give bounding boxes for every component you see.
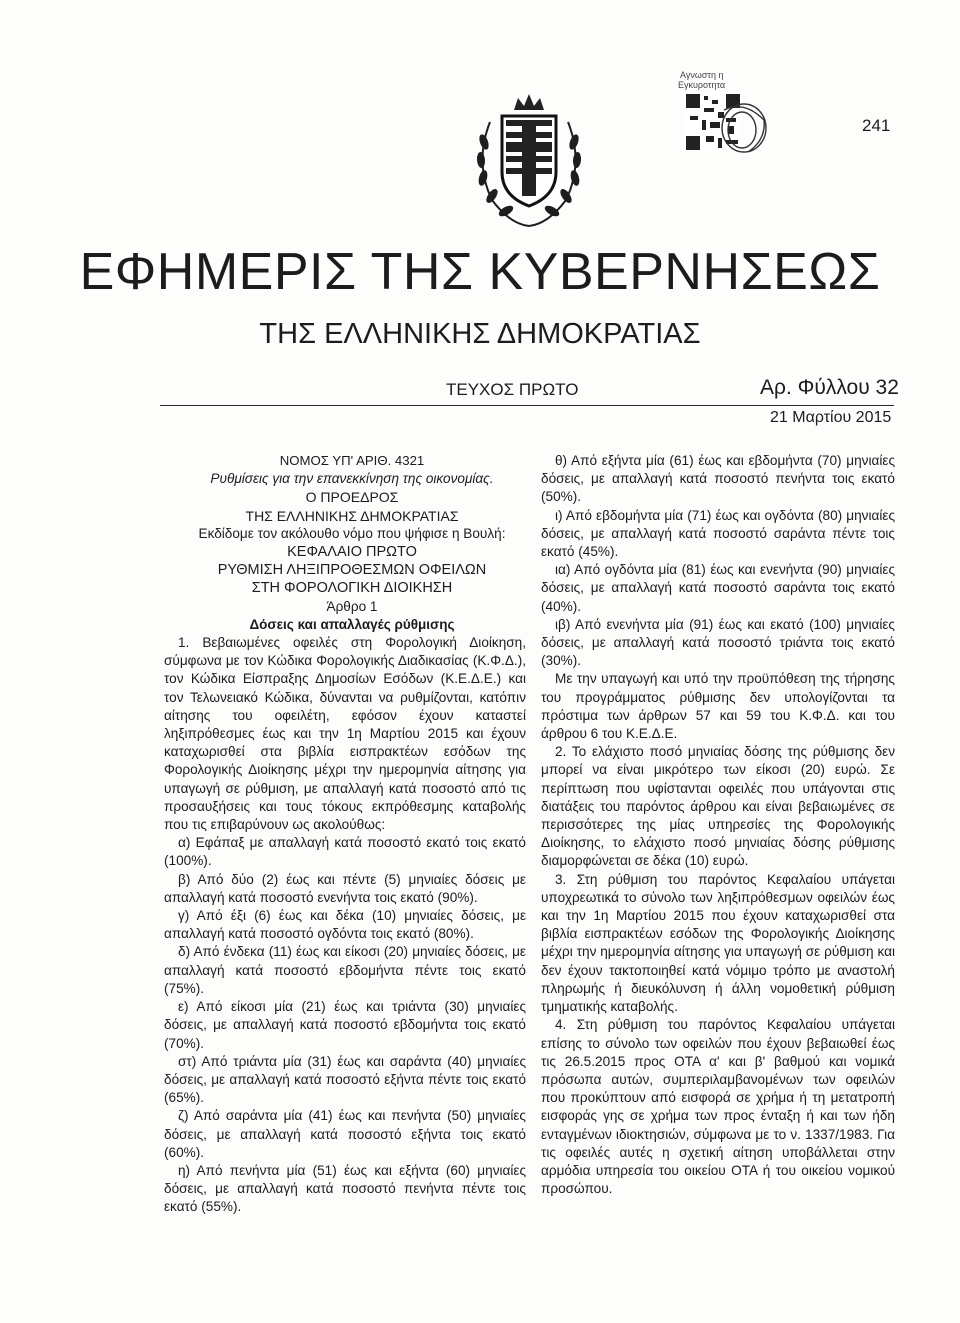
republic-heading: ΤΗΣ ΕΛΛΗΝΙΚΗΣ ΔΗΜΟΚΡΑΤΙΑΣ	[245, 507, 459, 524]
stamp-label: Αγνωστη η	[680, 70, 724, 80]
left-column	[164, 452, 526, 1217]
chapter-title-line: ΡΥΘΜΙΣΗ ΛΗΞΙΠΡΟΘΕΣΜΩΝ ΟΦΕΙΛΩΝ	[217, 562, 487, 579]
body-paragraph: 4. Στη ρύθμιση του παρόντος Κεφαλαίου υπάγεται επίσης το σύνολο των οφειλών που έχουν βεβαιωθεί έως τις 26.5.2015 προς ΟΤΑ α' και β' βαθμού και νομικά πρόσωπα αυτών, συμπεριλαμβανομένων των οφειλών που προκύπτουν από εισφορά σε χρήμα ή τη μετατροπή εισφοράς γης σε χρήμα των προς ένταξη ή και των ήδη ενταγμένων ιδιοκτησιών, σύμφωνα με το ν. 1337/1983. Για τις οφειλές αυτές η σχετική αίτηση υποβάλλεται στην αρμόδια υπηρεσία του οικείου ΟΤΑ ή του οικείου νομικού προσώπου.	[541, 1017, 895, 1197]
body-paragraph: Με την υπαγωγή και υπό την προϋπόθεση της τήρησης του προγράμματος ρύθμισης δεν υπολογίζονται τα πρόστιμα των άρθρων 57 και 59 του Κ.Φ.Δ. και του άρθρου 6 του Κ.Ε.Δ.Ε.	[541, 671, 895, 742]
body-paragraph: δ) Από ένδεκα (11) έως και είκοσι (20) μηνιαίες δόσεις, με απαλλαγή κατά ποσοστό εβδομήντα πέντε τοις εκατό (75%).	[164, 944, 526, 996]
body-paragraph: γ) Από έξι (6) έως και δέκα (10) μηνιαίες δόσεις, με απαλλαγή κατά ποσοστό ογδόντα τοις εκατό (80%).	[164, 908, 526, 942]
chapter-title-line: ΣΤΗ ΦΟΡΟΛΟΓΙΚΗ ΔΙΟΙΚΗΣΗ	[251, 580, 453, 597]
signature-scribble	[704, 90, 774, 160]
article-heading: Άρθρο 1	[326, 598, 378, 614]
header-divider	[160, 405, 894, 406]
body-paragraph: α) Εφάπαξ με απαλλαγή κατά ποσοστό εκατό τοις εκατό (100%).	[164, 835, 526, 869]
body-paragraph: η) Από πενήντα μία (51) έως και εξήντα (60) μηνιαίες δόσεις, με απαλλαγή κατά ποσοστό πενήντα πέντε τοις εκατό (55%).	[164, 1162, 526, 1215]
body-paragraph: ζ) Από σαράντα μία (41) έως και πενήντα (50) μηνιαίες δόσεις, με απαλλαγή κατά ποσοστό εξήντα τοις εκατό (60%).	[164, 1108, 526, 1160]
article-title: Δόσεις και απαλλαγές ρύθμισης	[249, 616, 455, 632]
sheet-number: Αρ. Φύλλου 32	[760, 376, 899, 399]
right-column	[541, 452, 895, 1198]
law-title: ΝΟΜΟΣ ΥΠ' ΑΡΙΘ. 4321	[279, 453, 425, 468]
body-paragraph: β) Από δύο (2) έως και πέντε (5) μηνιαίες δόσεις με απαλλαγή κατά ποσοστό ενενήντα τοις εκατό (90%).	[164, 871, 526, 905]
body-paragraph: 3. Στη ρύθμιση του παρόντος Κεφαλαίου υπάγεται υποχρεωτικά το σύνολο των ληξιπρόθεσμων οφειλών έως και την 1η Μαρτίου 2015 που έχουν καταχωρισθεί στα βιβλία εισπρακτέων εσόδων της Φορολογικής Διοίκησης μέχρι την ημερομηνία αίτησης για υπαγωγή σε ρύθμιση και δεν έχουν τακτοποιηθεί κατά νόμιμο τρόπο με αναστολή πληρωμής ή διευκόλυνση ή άλλη νομοθετική ρύθμιση τμηματικής καταβολής.	[541, 871, 895, 1015]
coat-of-arms-seal	[470, 92, 588, 232]
body-paragraph: θ) Από εξήντα μία (61) έως και εβδομήντα (70) μηνιαίες δόσεις, με απαλλαγή κατά ποσοστό πενήντα τοις εκατό (50%).	[541, 453, 895, 505]
body-paragraph: ε) Από είκοσι μία (21) έως και τριάντα (30) μηνιαίες δόσεις, με απαλλαγή κατά ποσοστό εβδομήντα τοις εκατό (70%).	[164, 999, 526, 1051]
chapter-heading: ΚΕΦΑΛΑΙΟ ΠΡΩΤΟ	[287, 544, 417, 561]
validity-stamp	[676, 70, 772, 172]
stamp-sublabel: Εγκυροτητα	[678, 80, 726, 90]
body-paragraph: 1. Βεβαιωμένες οφειλές στη Φορολογική Διοίκηση, σύμφωνα με τον Κώδικα Φορολογικής Διαδικασίας (Κ.Φ.Δ.), τον Κώδικα Είσπραξης Δημοσίων Εσόδων (Κ.Ε.Δ.Ε.) και τον Τελωνειακό Κώδικα, δύνανται να ρυθμίζονται, κατόπιν αίτησης του οφειλέτη, εφόσον έχουν καταστεί ληξιπρόθεσμες έως και την 1η Μαρτίου 2015 και έχουν καταχωρισθεί στα βιβλία εισπρακτέων εσόδων της Φορολογικής Διοίκησης μέχρι την ημερομηνία αίτησης για υπαγωγή σε ρύθμιση, με απαλλαγή κατά ποσοστό από τις προσαυξήσεις και τους τόκους εκπρόθεσμης καταβολής που τις επιβαρύνουν ως ακολούθως:	[164, 635, 526, 833]
issue-date: 21 Μαρτίου 2015	[770, 409, 892, 426]
president-heading: Ο ΠΡΟΕΔΡΟΣ	[305, 489, 399, 506]
body-paragraph: 2. Το ελάχιστο ποσό μηνιαίας δόσης της ρύθμισης δεν μπορεί να είναι μικρότερο των είκοσι (20) ευρώ. Σε περίπτωση που υφίστανται οφειλές που υπάγονται στις διατάξεις του παρόντος άρθρου και είναι βεβαιωμένες σε περισσότερες της μίας υπηρεσίες της Φορολογικής Διοίκησης, το ελάχιστο ποσό μηνιαίας δόσης ρύθμισης διαμορφώνεται σε δέκα (10) ευρώ.	[541, 744, 895, 869]
body-paragraph: στ) Από τριάντα μία (31) έως και σαράντα (40) μηνιαίες δόσεις, με απαλλαγή κατά ποσοστό εξήντα πέντε τοις εκατό (65%).	[164, 1053, 526, 1106]
body-paragraph: ι) Από εβδομήντα μία (71) έως και ογδόντα (80) μηνιαίες δόσεις, με απαλλαγή κατά ποσοστό σαράντα πέντε τοις εκατό (45%).	[541, 507, 895, 560]
gazette-title: ΕΦΗΜΕΡΙΣ ΤΗΣ ΚΥΒΕΡΝΗΣΕΩΣ	[79, 243, 881, 301]
body-paragraph: ιβ) Από ενενήντα μία (91) έως και εκατό (100) μηνιαίες δόσεις, με απαλλαγή κατά ποσοστό τριάντα τοις εκατό (30%).	[541, 616, 895, 669]
body-paragraph: ια) Από ογδόντα μία (81) έως και ενενήντα (90) μηνιαίες δόσεις, με απαλλαγή κατά ποσοστό σαράντα τοις εκατό (40%).	[541, 562, 895, 614]
law-subtitle: Ρυθμίσεις για την επανεκκίνηση της οικονομίας.	[210, 471, 494, 487]
issue-series: ΤΕΥΧΟΣ ΠΡΩΤΟ	[446, 380, 579, 399]
gazette-subtitle: ΤΗΣ ΕΛΛΗΝΙΚΗΣ ΔΗΜΟΚΡΑΤΙΑΣ	[259, 318, 701, 350]
page-number: 241	[862, 116, 891, 135]
promulgation-formula: Εκδίδομε τον ακόλουθο νόμο που ψήφισε η Βουλή:	[198, 525, 506, 541]
